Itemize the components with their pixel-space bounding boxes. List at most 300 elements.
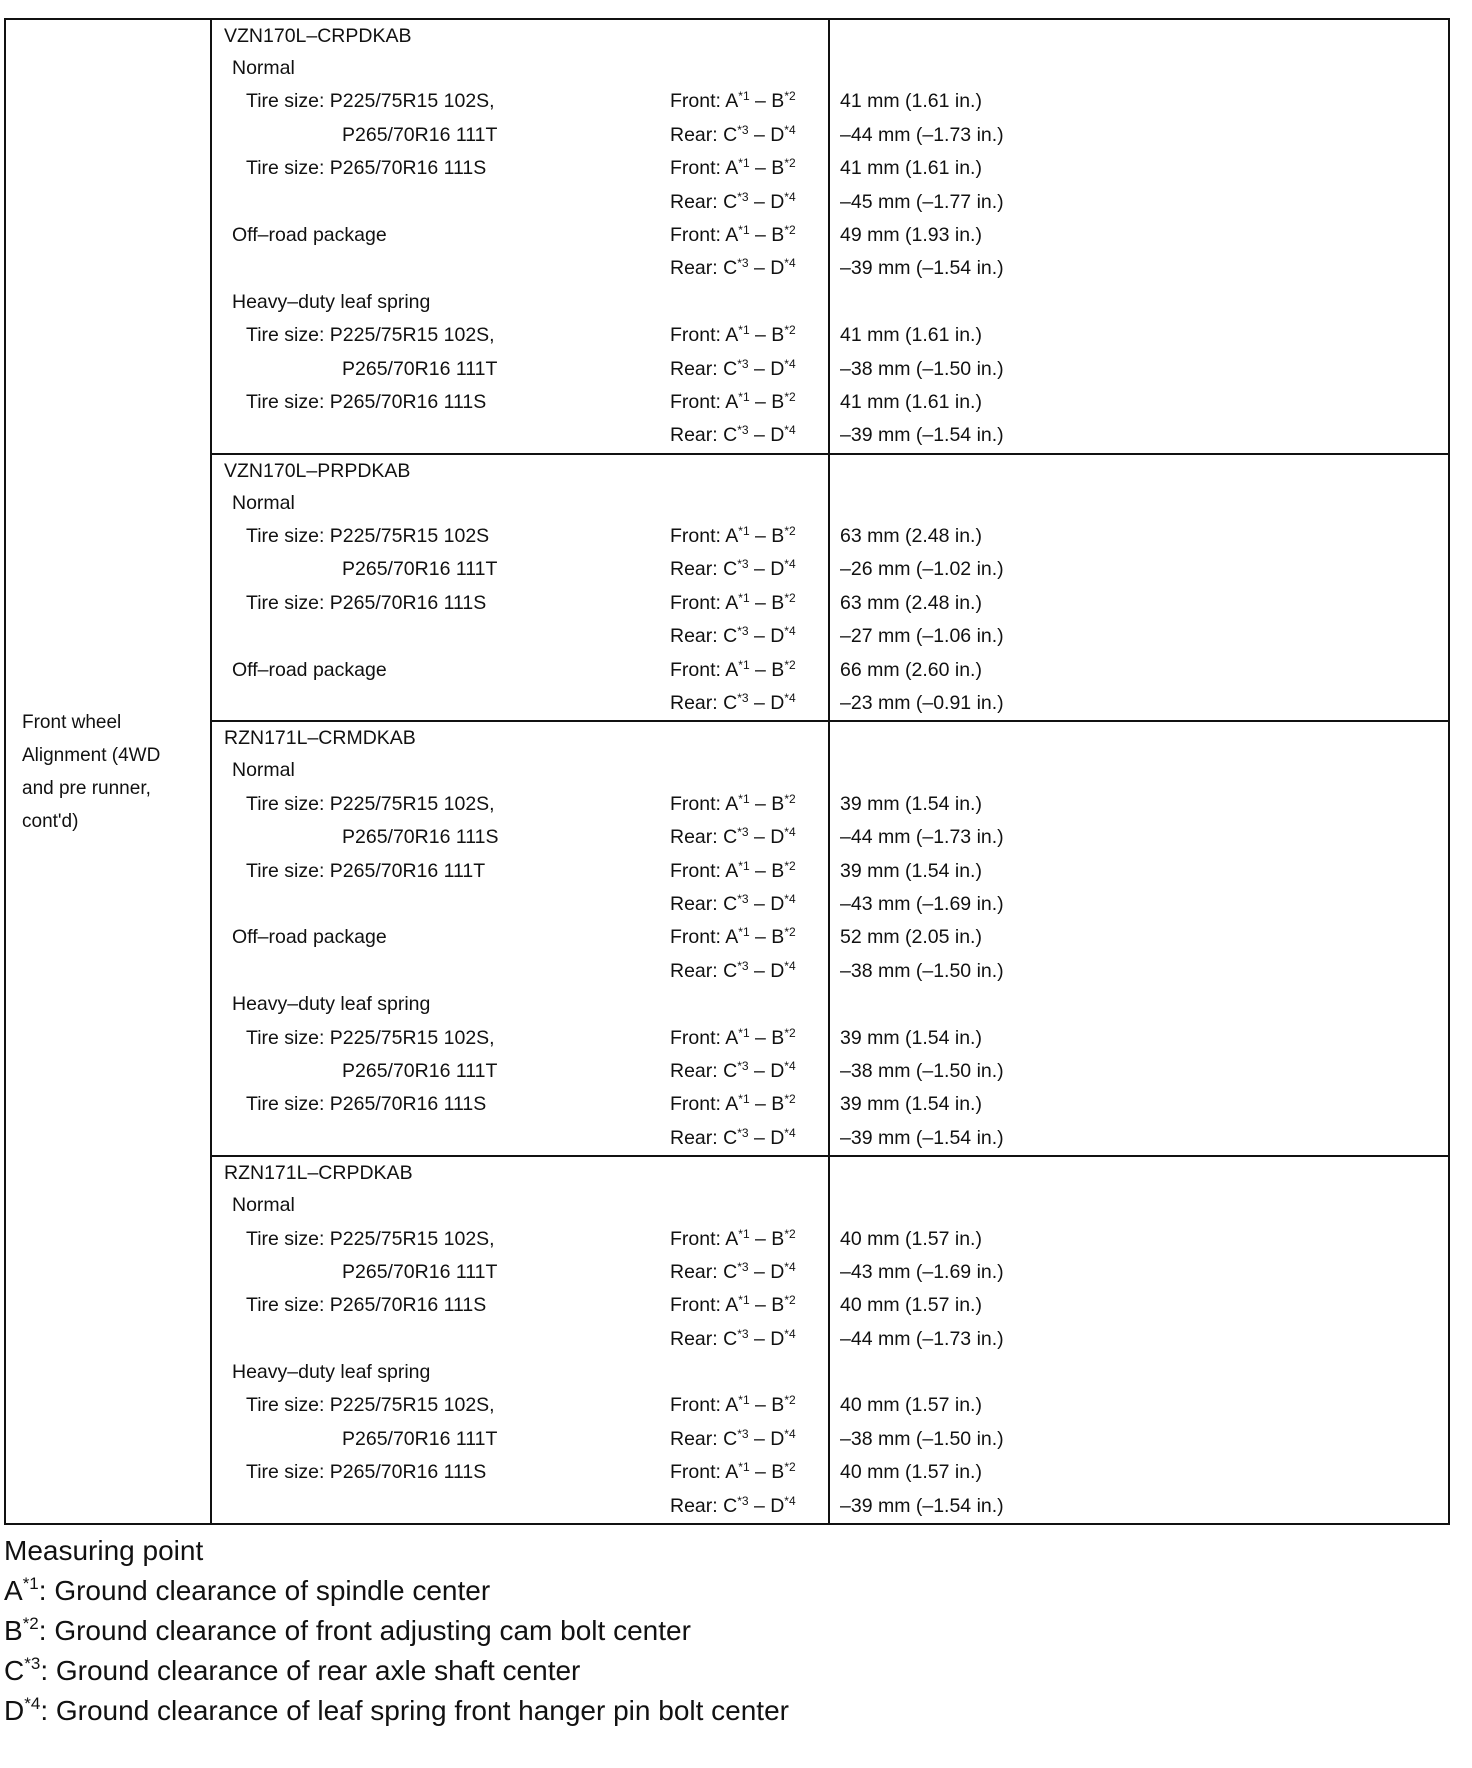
spec-measure	[670, 754, 828, 787]
spec-value	[830, 52, 1448, 85]
spec-desc	[212, 252, 670, 285]
measure-text: Rear: C	[670, 892, 738, 915]
measure-text: Front: A	[670, 324, 739, 347]
spec-value: –39 mm (–1.54 in.)	[840, 257, 1004, 280]
footnote-ref: *1	[738, 1092, 750, 1107]
spec-measure	[670, 654, 828, 687]
spec-value: –39 mm (–1.54 in.)	[840, 1494, 1004, 1517]
footnote-ref: *4	[784, 624, 796, 639]
spec-value-cell	[829, 19, 1449, 454]
spec-measure	[670, 821, 828, 854]
footnote-ref: *4	[784, 557, 796, 572]
row-label-line: Alignment (4WD	[22, 744, 161, 766]
spec-measure	[670, 1022, 828, 1055]
measure-text: – D	[748, 424, 785, 447]
measure-text: – D	[748, 1059, 785, 1082]
spec-measure	[670, 1289, 828, 1322]
row-label-line: cont'd)	[22, 810, 79, 832]
legend-text: : Ground clearance of spindle center	[38, 1575, 491, 1607]
measure-text: – B	[749, 1461, 785, 1484]
spec-measure	[670, 1323, 828, 1356]
measure-text: – D	[748, 1427, 785, 1450]
spec-desc: Normal	[232, 57, 295, 79]
spec-row	[212, 119, 828, 152]
spec-desc: P265/70R16 111T	[342, 1427, 498, 1450]
spec-measure	[670, 1456, 828, 1489]
spec-value	[830, 286, 1448, 319]
footnote-ref: *3	[737, 1426, 749, 1441]
footnote-ref: *3	[737, 1058, 749, 1073]
footnote-ref: *3	[737, 356, 749, 371]
footnote-ref: *3	[737, 122, 749, 137]
measure-text: Rear: C	[670, 1059, 738, 1082]
measure-text: – B	[749, 792, 785, 815]
measure-text: – D	[748, 1260, 785, 1283]
footnote-ref: *4	[784, 691, 796, 706]
spec-measure	[670, 186, 828, 219]
measure-text: – B	[749, 1394, 785, 1417]
spec-row	[212, 152, 828, 185]
measure-text: – D	[748, 625, 785, 648]
measure-text: – B	[749, 157, 785, 180]
footnote-ref: *4	[784, 1493, 796, 1508]
measure-text: Rear: C	[670, 1260, 738, 1283]
measure-text: – D	[748, 959, 785, 982]
spec-value	[830, 988, 1448, 1021]
measure-text: – D	[748, 123, 785, 146]
spec-measure	[670, 85, 828, 118]
spec-measure	[670, 1423, 828, 1456]
footnote-ref: *4	[784, 356, 796, 371]
footnote-ref: *3	[737, 691, 749, 706]
spec-desc-cell	[211, 19, 829, 454]
legend-footnote-ref: *3	[24, 1654, 41, 1674]
spec-desc: Tire size: P225/75R15 102S,	[246, 792, 495, 815]
footnote-ref: *4	[784, 1326, 796, 1341]
measure-text: Front: A	[670, 658, 739, 681]
spec-measure	[670, 353, 828, 386]
measure-text: – B	[749, 1093, 785, 1116]
spec-value: 40 mm (1.57 in.)	[840, 1394, 982, 1417]
spec-desc: Off–road package	[232, 223, 387, 246]
measure-text: Rear: C	[670, 692, 738, 715]
spec-row	[212, 587, 828, 620]
footnote-ref: *3	[737, 825, 749, 840]
spec-row	[212, 386, 828, 419]
spec-desc	[212, 186, 670, 219]
row-label-line: and pre runner,	[22, 777, 151, 799]
footnote-ref: *1	[738, 1226, 750, 1241]
spec-row	[212, 921, 828, 954]
footnote-ref: *3	[737, 624, 749, 639]
measure-text: – B	[749, 1294, 785, 1317]
footnote-ref: *4	[784, 825, 796, 840]
spec-value-cell	[829, 454, 1449, 722]
spec-desc: Tire size: P265/70R16 111S	[246, 390, 487, 413]
spec-row	[212, 85, 828, 118]
spec-value: 41 mm (1.61 in.)	[840, 157, 982, 180]
spec-desc: Tire size: P265/70R16 111T	[246, 859, 486, 882]
legend-items	[4, 1571, 1448, 1731]
spec-desc: P265/70R16 111T	[342, 123, 498, 146]
footnote-ref: *2	[784, 524, 796, 539]
spec-value: 66 mm (2.60 in.)	[840, 658, 982, 681]
spec-row	[212, 1122, 828, 1155]
model-code: RZN171L–CRPDKAB	[224, 1162, 413, 1185]
spec-desc: Tire size: P265/70R16 111S	[246, 1294, 487, 1317]
value-spacer	[830, 1157, 1448, 1189]
measure-text: Rear: C	[670, 826, 738, 849]
measure-text: Rear: C	[670, 1126, 738, 1149]
spec-measure	[670, 1356, 828, 1389]
measure-text: Front: A	[670, 1026, 739, 1049]
row-label-cell	[5, 19, 211, 1524]
spec-row	[212, 419, 828, 452]
footnote-ref: *1	[738, 524, 750, 539]
alignment-spec-table	[4, 18, 1450, 1525]
legend-item	[4, 1651, 1448, 1691]
spec-measure	[670, 988, 828, 1021]
footnote-ref: *3	[737, 1493, 749, 1508]
measure-text: – B	[749, 859, 785, 882]
measure-text: – D	[748, 826, 785, 849]
spec-value: –39 mm (–1.54 in.)	[840, 1126, 1004, 1149]
document	[4, 18, 1448, 1731]
spec-row	[212, 788, 828, 821]
spec-desc: Tire size: P225/75R15 102S,	[246, 1227, 495, 1250]
footnote-ref: *2	[784, 791, 796, 806]
measure-text: Rear: C	[670, 625, 738, 648]
measure-text: – D	[748, 257, 785, 280]
spec-value: –43 mm (–1.69 in.)	[840, 1260, 1004, 1283]
spec-row	[212, 553, 828, 586]
group-row	[5, 721, 1449, 1156]
measure-text: Rear: C	[670, 1327, 738, 1350]
spec-measure	[670, 520, 828, 553]
spec-value: 39 mm (1.54 in.)	[840, 1093, 982, 1116]
spec-row	[212, 1223, 828, 1256]
spec-row	[212, 821, 828, 854]
spec-measure	[670, 52, 828, 85]
footnote-ref: *2	[784, 389, 796, 404]
measure-text: – D	[748, 1126, 785, 1149]
measure-text: Front: A	[670, 926, 739, 949]
group-row	[5, 1156, 1449, 1524]
spec-measure	[670, 1122, 828, 1155]
footnote-ref: *4	[784, 1058, 796, 1073]
spec-measure	[670, 1223, 828, 1256]
footnote-ref: *1	[738, 791, 750, 806]
spec-value: –43 mm (–1.69 in.)	[840, 892, 1004, 915]
spec-row	[212, 1256, 828, 1289]
measure-text: Rear: C	[670, 558, 738, 581]
spec-value: 39 mm (1.54 in.)	[840, 1026, 982, 1049]
legend-letter: C	[4, 1655, 25, 1687]
spec-desc	[212, 1323, 670, 1356]
measure-text: Front: A	[670, 1093, 739, 1116]
group-row	[5, 19, 1449, 454]
spec-desc: Tire size: P225/75R15 102S,	[246, 324, 495, 347]
spec-value: 52 mm (2.05 in.)	[840, 926, 982, 949]
legend-letter: D	[4, 1695, 25, 1727]
spec-measure	[670, 1055, 828, 1088]
model-code: VZN170L–CRPDKAB	[224, 25, 412, 47]
footnote-ref: *1	[738, 1460, 750, 1475]
measure-text: Front: A	[670, 591, 739, 614]
spec-row	[212, 1022, 828, 1055]
spec-value	[830, 487, 1448, 520]
spec-row	[212, 1323, 828, 1356]
measure-text: Front: A	[670, 792, 739, 815]
legend-text: : Ground clearance of front adjusting cam bolt center	[38, 1615, 691, 1647]
legend-item	[4, 1571, 1448, 1611]
measure-text: Rear: C	[670, 123, 738, 146]
footnote-ref: *1	[738, 389, 750, 404]
spec-value	[830, 1189, 1448, 1222]
spec-measure	[670, 1088, 828, 1121]
spec-value: –27 mm (–1.06 in.)	[840, 625, 1004, 648]
spec-value: 41 mm (1.61 in.)	[840, 324, 982, 347]
measure-text: – D	[748, 1327, 785, 1350]
row-label-line: Front wheel	[22, 711, 122, 733]
legend-item	[4, 1611, 1448, 1651]
legend-text: : Ground clearance of leaf spring front hanger pin bolt center	[40, 1695, 789, 1727]
spec-row	[212, 1289, 828, 1322]
spec-desc: P265/70R16 111T	[342, 1260, 498, 1283]
spec-measure	[670, 319, 828, 352]
measure-text: – B	[749, 658, 785, 681]
spec-desc: Tire size: P225/75R15 102S,	[246, 1394, 495, 1417]
footnote-ref: *1	[738, 222, 750, 237]
measure-text: Front: A	[670, 390, 739, 413]
measure-text: – D	[748, 1494, 785, 1517]
measure-text: Rear: C	[670, 1494, 738, 1517]
footnote-ref: *2	[784, 1092, 796, 1107]
measure-text: Front: A	[670, 1294, 739, 1317]
spec-desc	[212, 888, 670, 921]
footnote-ref: *2	[784, 1025, 796, 1040]
footnote-ref: *1	[738, 1393, 750, 1408]
spec-desc	[212, 1490, 670, 1523]
spec-value	[830, 754, 1448, 787]
spec-desc: Tire size: P265/70R16 111S	[246, 1093, 487, 1116]
spec-measure	[670, 1389, 828, 1422]
measure-text: Front: A	[670, 1461, 739, 1484]
footnote-ref: *2	[784, 657, 796, 672]
spec-measure	[670, 788, 828, 821]
model-code: VZN170L–PRPDKAB	[224, 459, 411, 482]
footnote-ref: *2	[784, 1460, 796, 1475]
measure-text: Front: A	[670, 1394, 739, 1417]
spec-desc-cell	[211, 1156, 829, 1524]
spec-row	[212, 687, 828, 720]
spec-row	[212, 186, 828, 219]
spec-desc: Tire size: P265/70R16 111S	[246, 157, 487, 180]
spec-value: –45 mm (–1.77 in.)	[840, 190, 1004, 213]
spec-value: 39 mm (1.54 in.)	[840, 859, 982, 882]
spec-value: –38 mm (–1.50 in.)	[840, 357, 1004, 380]
spec-row	[212, 219, 828, 252]
spec-row	[212, 1055, 828, 1088]
spec-row	[212, 620, 828, 653]
spec-desc: P265/70R16 111T	[342, 558, 498, 581]
spec-row	[212, 988, 828, 1021]
spec-value: 41 mm (1.61 in.)	[840, 390, 982, 413]
spec-measure	[670, 119, 828, 152]
measure-text: Front: A	[670, 859, 739, 882]
legend-title: Measuring point	[4, 1535, 204, 1567]
spec-desc: Normal	[232, 491, 295, 514]
spec-row	[212, 319, 828, 352]
measure-text: – B	[749, 223, 785, 246]
spec-desc	[212, 1122, 670, 1155]
footnote-ref: *2	[784, 1393, 796, 1408]
spec-desc: Normal	[232, 759, 295, 782]
footnote-ref: *3	[737, 958, 749, 973]
spec-row	[212, 520, 828, 553]
footnote-ref: *1	[738, 590, 750, 605]
value-spacer	[830, 455, 1448, 487]
footnote-ref: *1	[738, 858, 750, 873]
spec-row	[212, 1389, 828, 1422]
measure-text: Front: A	[670, 157, 739, 180]
footnote-ref: *2	[784, 323, 796, 338]
legend-footnote-ref: *1	[22, 1574, 39, 1594]
spec-desc: Tire size: P225/75R15 102S,	[246, 90, 495, 113]
footnote-ref: *4	[784, 256, 796, 271]
spec-desc: Tire size: P225/75R15 102S	[246, 525, 490, 548]
model-code: RZN171L–CRMDKAB	[224, 727, 416, 750]
spec-measure	[670, 620, 828, 653]
footnote-ref: *1	[738, 323, 750, 338]
spec-measure	[670, 955, 828, 988]
legend-letter: B	[4, 1615, 23, 1647]
measure-text: Front: A	[670, 525, 739, 548]
spec-desc: P265/70R16 111T	[342, 1059, 498, 1082]
spec-desc: Normal	[232, 1194, 295, 1217]
footnote-ref: *2	[784, 89, 796, 104]
spec-value-cell	[829, 1156, 1449, 1524]
spec-desc-cell	[211, 721, 829, 1156]
spec-row	[212, 1490, 828, 1523]
spec-value	[830, 1356, 1448, 1389]
footnote-ref: *4	[784, 1259, 796, 1274]
spec-measure	[670, 419, 828, 452]
measure-text: – D	[748, 692, 785, 715]
spec-measure	[670, 1256, 828, 1289]
spec-desc	[212, 687, 670, 720]
measure-text: Front: A	[670, 223, 739, 246]
measure-text: – D	[748, 357, 785, 380]
measure-text: Rear: C	[670, 959, 738, 982]
footnote-ref: *1	[738, 657, 750, 672]
spec-value: –44 mm (–1.73 in.)	[840, 826, 1004, 849]
spec-desc: Off–road package	[232, 926, 387, 949]
spec-value: 40 mm (1.57 in.)	[840, 1294, 982, 1317]
spec-measure	[670, 687, 828, 720]
spec-row	[212, 1088, 828, 1121]
measure-text: – B	[749, 90, 785, 113]
footnote-ref: *1	[738, 925, 750, 940]
measure-text: – B	[749, 926, 785, 949]
footnote-ref: *1	[738, 1025, 750, 1040]
spec-desc-cell	[211, 454, 829, 722]
spec-value: –38 mm (–1.50 in.)	[840, 1427, 1004, 1450]
spec-measure	[670, 252, 828, 285]
spec-row	[212, 955, 828, 988]
spec-row	[212, 754, 828, 787]
measure-text: – B	[749, 1026, 785, 1049]
measure-text: Rear: C	[670, 190, 738, 213]
footnote-ref: *4	[784, 122, 796, 137]
spec-value: –38 mm (–1.50 in.)	[840, 959, 1004, 982]
footnote-ref: *2	[784, 1226, 796, 1241]
spec-desc: Heavy–duty leaf spring	[232, 290, 431, 313]
spec-desc: Off–road package	[232, 658, 387, 681]
spec-row	[212, 52, 828, 85]
footnote-ref: *1	[738, 1293, 750, 1308]
spec-value: –39 mm (–1.54 in.)	[840, 424, 1004, 447]
footnote-ref: *2	[784, 925, 796, 940]
spec-measure	[670, 1189, 828, 1222]
spec-row	[212, 252, 828, 285]
spec-measure	[670, 855, 828, 888]
spec-row	[212, 855, 828, 888]
footnote-ref: *3	[737, 1125, 749, 1140]
spec-value-cell	[829, 721, 1449, 1156]
spec-value: 40 mm (1.57 in.)	[840, 1461, 982, 1484]
footnote-ref: *2	[784, 590, 796, 605]
spec-value: –26 mm (–1.02 in.)	[840, 558, 1004, 581]
spec-measure	[670, 1490, 828, 1523]
spec-value: 39 mm (1.54 in.)	[840, 792, 982, 815]
footnote-ref: *3	[737, 256, 749, 271]
footnote-ref: *1	[738, 156, 750, 171]
measuring-point-legend	[4, 1531, 1448, 1731]
footnote-ref: *4	[784, 423, 796, 438]
spec-measure	[670, 921, 828, 954]
measure-text: – B	[749, 1227, 785, 1250]
measure-text: Rear: C	[670, 357, 738, 380]
measure-text: – B	[749, 390, 785, 413]
group-row	[5, 454, 1449, 722]
measure-text: – B	[749, 591, 785, 614]
spec-measure	[670, 286, 828, 319]
measure-text: – D	[748, 558, 785, 581]
spec-row	[212, 286, 828, 319]
spec-value: –44 mm (–1.73 in.)	[840, 1327, 1004, 1350]
spec-value: 63 mm (2.48 in.)	[840, 525, 982, 548]
footnote-ref: *3	[737, 891, 749, 906]
spec-value: –38 mm (–1.50 in.)	[840, 1059, 1004, 1082]
spec-row	[212, 1423, 828, 1456]
measure-text: Rear: C	[670, 1427, 738, 1450]
spec-value: –23 mm (–0.91 in.)	[840, 692, 1004, 715]
spec-row	[212, 1456, 828, 1489]
spec-measure	[670, 888, 828, 921]
footnote-ref: *1	[738, 89, 750, 104]
legend-text: : Ground clearance of rear axle shaft center	[40, 1655, 581, 1687]
spec-value: –44 mm (–1.73 in.)	[840, 123, 1004, 146]
measure-text: Front: A	[670, 90, 739, 113]
spec-desc: Tire size: P265/70R16 111S	[246, 1461, 487, 1484]
spec-value: 49 mm (1.93 in.)	[840, 223, 982, 246]
spec-measure	[670, 553, 828, 586]
footnote-ref: *3	[737, 189, 749, 204]
spec-value: 40 mm (1.57 in.)	[840, 1227, 982, 1250]
spec-row	[212, 1356, 828, 1389]
footnote-ref: *4	[784, 1125, 796, 1140]
